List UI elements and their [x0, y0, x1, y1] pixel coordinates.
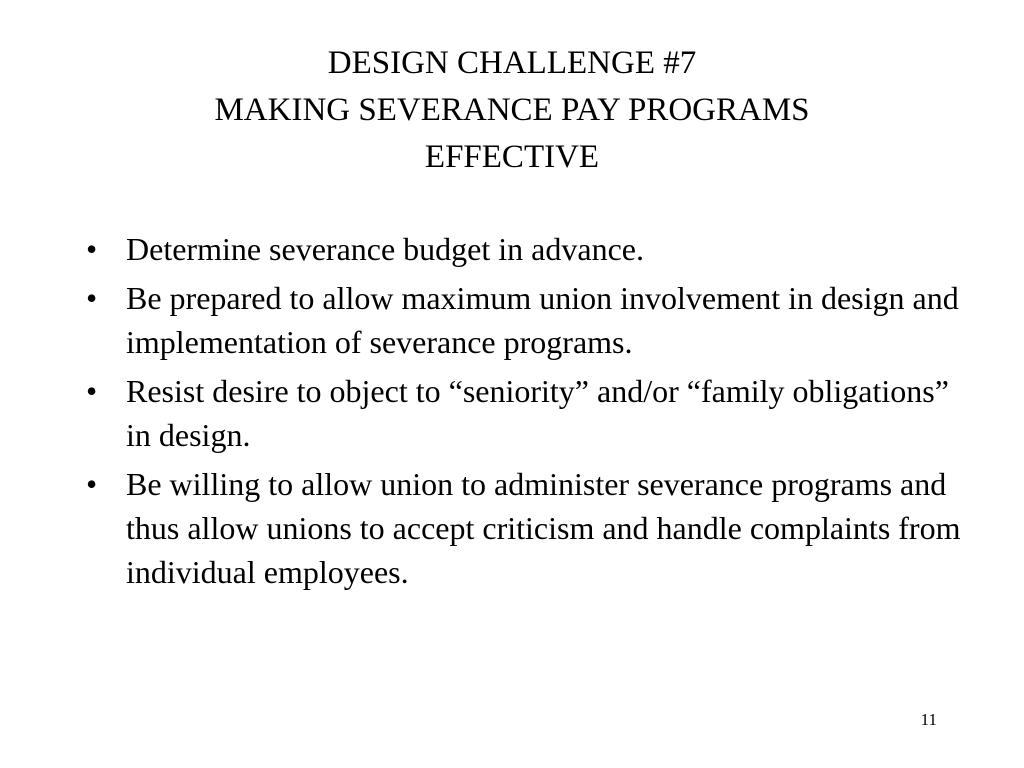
bullet-icon: • [86, 231, 98, 267]
title-line-1: DESIGN CHALLENGE #7 [327, 45, 697, 81]
title-line-2: MAKING SEVERANCE PAY PROGRAMS [214, 92, 810, 128]
title-line-3: EFFECTIVE [424, 139, 600, 175]
bullet-item-seniority [86, 369, 966, 457]
bullet-icon: • [86, 280, 98, 316]
bullet-item-budget [86, 227, 966, 271]
bullet-text: Be prepared to allow maximum union involvement in design and implementation of severance programs. [126, 280, 959, 360]
slide-title [0, 40, 1024, 181]
bullet-item-union-administration [86, 462, 966, 594]
bullet-text: Resist desire to object to “seniority” and/or “family obligations” in design. [126, 373, 949, 453]
bullet-list [86, 227, 966, 599]
bullet-text: Determine severance budget in advance. [126, 231, 644, 267]
bullet-item-union-involvement [86, 276, 966, 364]
bullet-text: Be willing to allow union to administer severance programs and thus allow unions to accept criticism and handle complaints from individual employees. [126, 466, 961, 590]
page-number: 11 [920, 710, 937, 729]
bullet-icon: • [86, 373, 98, 409]
bullet-icon: • [86, 466, 98, 502]
